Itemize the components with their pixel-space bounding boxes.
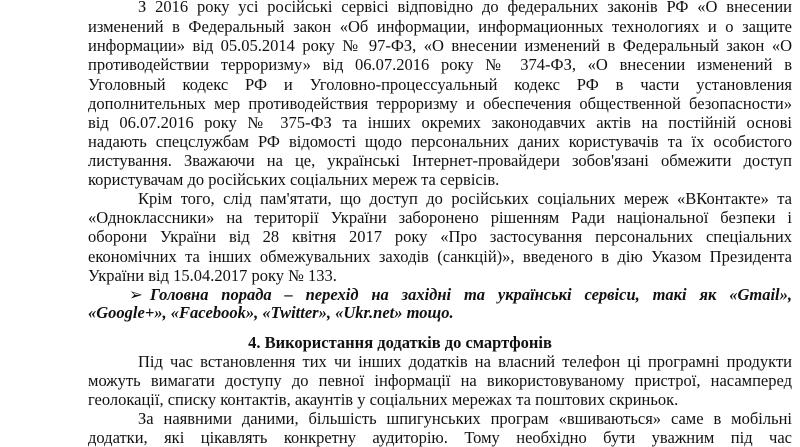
paragraph-3-line: можуть вимагати доступу до певної інформації на використовуваному пристрої, насамперед [88, 371, 792, 390]
tip-line: «Google+», «Facebook», «Twitter», «Ukr.net» тощо. [88, 303, 454, 322]
paragraph-1-line: изменений в Федеральный закон «Об информации, информационных технологиях и о защите [88, 17, 792, 36]
arrow-bullet-icon: ➢ [129, 285, 143, 304]
paragraph-2-line: економічних та інших обмежувальних заходів (санкцій)», введеного в дію Указом Президента [88, 247, 792, 266]
paragraph-1-line: користувачам до російських соціальних мереж та сервісів. [88, 170, 500, 189]
paragraph-2-line: Крім того, слід пам'ятати, що доступ до російських соціальних мереж «ВКонтакте» та [138, 189, 792, 208]
paragraph-2-line: оборони України від 28 квітня 2017 року «Про застосування персональних спеціальних [88, 227, 792, 246]
paragraph-1-line: від 06.07.2016 року № 375-ФЗ та інших окремих законодавчих актів на постійній основі [88, 113, 792, 132]
paragraph-2-line: «Одноклассники» на території України заборонено рішенням Ради національної безпеки і [88, 208, 792, 227]
paragraph-1-line: дополнительных мер противодействия терроризму и обеспечения общественной безопасности» [88, 94, 792, 113]
paragraph-3-line: Під час встановлення тих чи інших додатків на власний телефон ці програмні продукти [138, 352, 792, 371]
tip-line: Головна порада – перехід на західні та українські сервіси, такі як «Gmail», [150, 285, 792, 304]
section-heading: 4. Використання додатків до смартфонів [248, 333, 552, 352]
paragraph-1-line: надають спецслужбам РФ відомості щодо персональних даних користувачів та їх особистого [88, 132, 792, 151]
paragraph-4-line: За наявними даними, більшість шпигунських програм «вшиваються» саме в мобільні [138, 409, 792, 428]
paragraph-1-line: информации» від 05.05.2014 року № 97-ФЗ, «О внесении изменений в Федеральный закон «О [88, 36, 792, 55]
paragraph-2-line: України від 15.04.2017 року № 133. [88, 266, 337, 285]
paragraph-3-line: геолокації, списку контактів, акаунтів у соціальних мережах та поштових скриньок. [88, 390, 679, 409]
paragraph-4-line: додатки, які цікавлять конкретну аудиторію. Тому необхідно бути уважним під час [88, 428, 792, 447]
paragraph-1-line: противодействии терроризму» від 06.07.2016 року № 374-ФЗ, «О внесении изменений в [88, 55, 792, 74]
paragraph-1-line: листування. Зважаючи на це, українські Інтернет-провайдери зобов'язані обмежити доступ [88, 151, 792, 170]
paragraph-1-line: З 2016 року усі російські сервісі відповідно до федеральних законів РФ «О внесении [138, 0, 792, 16]
paragraph-1-line: Уголовный кодекс РФ и Уголовно-процессуальный кодекс РФ в части установления [88, 75, 792, 94]
